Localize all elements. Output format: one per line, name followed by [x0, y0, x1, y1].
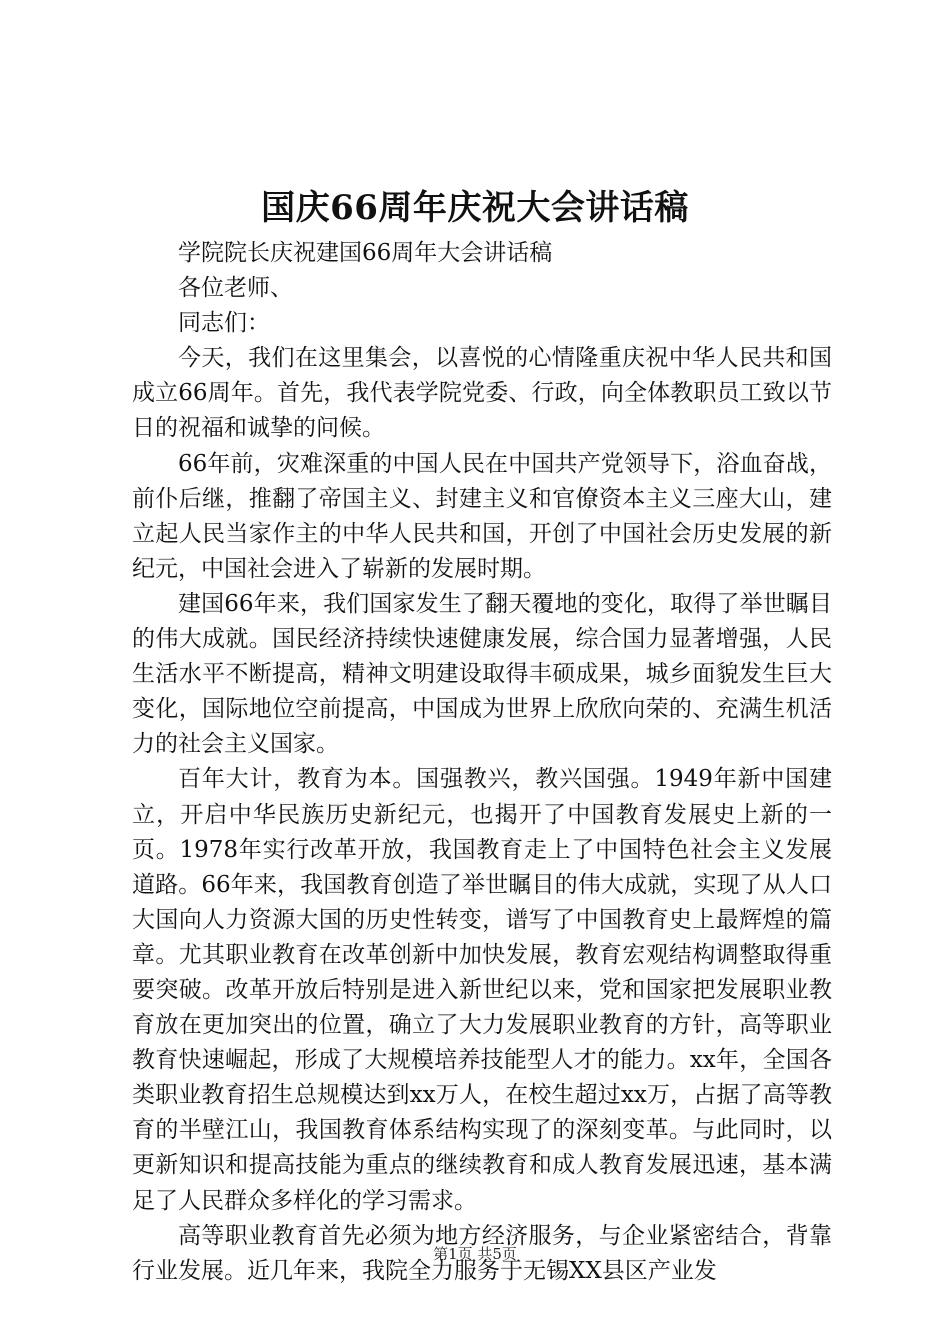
document-body: [132, 236, 832, 1289]
paragraph: 百年大计，教育为本。国强教兴，教兴国强。1949年新中国建立，开启中华民族历史新纪元，也揭开了中国教育发展史上新的一页。1978年实行改革开放，我国教育走上了中国特色社会主义发展道路。66年来，我国教育创造了举世瞩目的伟大成就，实现了从人口大国向人力资源大国的历史性转变，谱写了中国教育史上最辉煌的篇章。尤其职业教育在改革创新中加快发展，教育宏观结构调整取得重要突破。改革开放后特别是进入新世纪以来，党和国家把发展职业教育放在更加突出的位置，确立了大力发展职业教育的方针，高等职业教育快速崛起，形成了大规模培养技能型人才的能力。xx年，全国各类职业教育招生总规模达到xx万人，在校生超过xx万，占据了高等教育的半壁江山，我国教育体系结构实现了的深刻变革。与此同时，以更新知识和提高技能为重点的继续教育和成人教育发展迅速，基本满足了人民群众多样化的学习需求。: [132, 766, 832, 1214]
paragraph: 高等职业教育首先必须为地方经济服务，与企业紧密结合，背靠行业发展。近几年来，我院全力服务于无锡XX县区产业发: [132, 1222, 832, 1284]
paragraph: 建国66年来，我们国家发生了翻天覆地的变化，取得了举世瞩目的伟大成就。国民经济持续快速健康发展，综合国力显著增强，人民生活水平不断提高，精神文明建设取得丰硕成果，城乡面貌发生巨大变化，国际地位空前提高，中国成为世界上欣欣向荣的、充满生机活力的社会主义国家。: [132, 590, 832, 758]
paragraph-salutation-1: 各位老师、: [178, 275, 293, 302]
paragraph-subtitle: 学院院长庆祝建国66周年大会讲话稿: [178, 240, 553, 266]
document-title: 国庆66周年庆祝大会讲话稿: [261, 188, 689, 228]
paragraph-salutation-2: 同志们：: [178, 310, 270, 337]
paragraph: 今天，我们在这里集会，以喜悦的心情隆重庆祝中华人民共和国成立66周年。首先，我代表学院党委、行政，向全体教职员工致以节日的祝福和诚挚的问候。: [132, 345, 832, 442]
paragraph: 66年前，灾难深重的中国人民在中国共产党领导下，浴血奋战，前仆后继，推翻了帝国主义、封建主义和官僚资本主义三座大山，建立起人民当家作主的中华人民共和国，开创了中国社会历史发展的新纪元，中国社会进入了崭新的发展时期。: [132, 450, 832, 582]
page-footer: 第1页 共5页: [433, 1245, 517, 1263]
